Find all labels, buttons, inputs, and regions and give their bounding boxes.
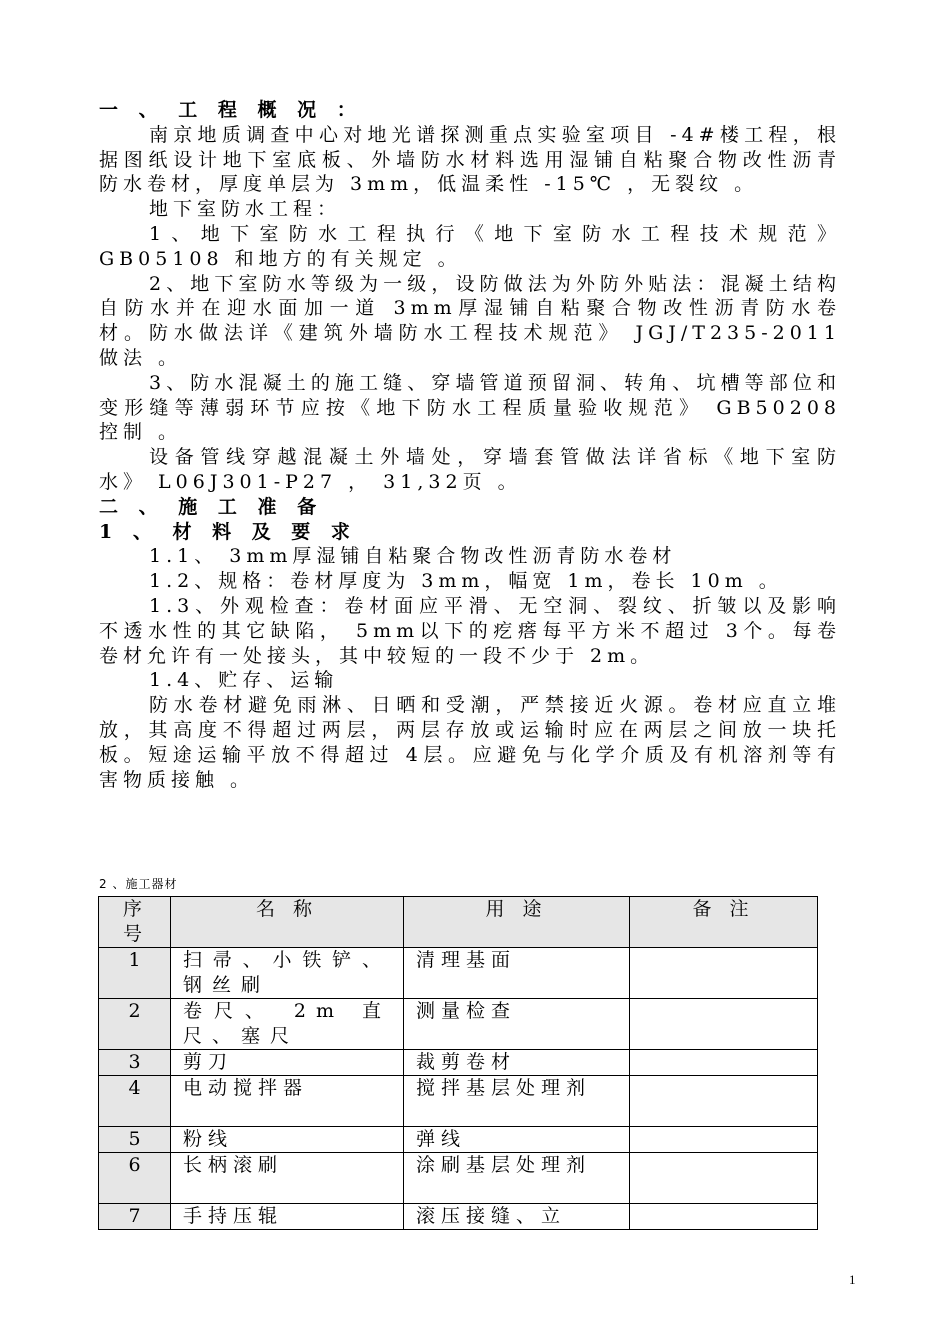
header-use: 用 途	[404, 897, 630, 948]
table-row	[99, 1153, 818, 1204]
row-number: 6	[99, 1153, 171, 1204]
material-item-1-2: 1.2、规格：卷材厚度为 3mm，幅宽 1m，卷长 10m 。	[149, 570, 783, 593]
header-note: 备 注	[630, 897, 818, 948]
basement-rule-1: 1、地下室防水工程执行《地下室防水工程技术规范》 GB05108 和地方的有关规定 。	[99, 222, 841, 270]
material-item-1-1: 1.1、 3mm厚湿铺自粘聚合物改性沥青防水卷材	[149, 545, 677, 568]
material-item-1-4: 1.4、贮存、运输	[149, 669, 339, 692]
row-use: 裁剪卷材	[404, 1050, 630, 1076]
material-item-1-3: 1.3、外观检查：卷材面应平滑、无空洞、裂纹、折皱以及影响不透水性的其它缺陷， 5mm以下的疙瘩每平方米不超过 3个。每卷卷材允许有一处接头，其中较短的一段不少于 2m。	[99, 594, 841, 667]
row-name: 剪刀	[171, 1050, 404, 1076]
row-number: 5	[99, 1127, 171, 1153]
row-number: 4	[99, 1076, 171, 1127]
row-note	[630, 1127, 818, 1153]
header-name: 名 称	[171, 897, 404, 948]
pipe-penetration-note: 设备管线穿越混凝土外墙处，穿墙套管做法详省标《地下室防水》 L06J301-P27 ， 31,32页 。	[99, 446, 841, 493]
row-note	[630, 1204, 818, 1230]
table-row	[99, 999, 818, 1050]
section-heading-overview: 一 、 工 程 概 况 ：	[99, 99, 363, 121]
row-note	[630, 999, 818, 1050]
row-note	[630, 1050, 818, 1076]
row-note	[630, 1153, 818, 1204]
page-number: 1	[849, 1272, 856, 1287]
row-use: 滚压接缝、立	[404, 1204, 630, 1230]
row-name: 手持压辊	[171, 1204, 404, 1230]
row-name: 扫帚、小铁铲、钢丝刷	[171, 948, 404, 999]
row-name: 长柄滚刷	[171, 1153, 404, 1204]
row-number: 3	[99, 1050, 171, 1076]
header-number: 序号	[99, 897, 171, 948]
document-body	[99, 98, 841, 792]
table-header-row	[99, 897, 818, 948]
row-use: 弹线	[404, 1127, 630, 1153]
row-name: 电动搅拌器	[171, 1076, 404, 1127]
storage-transport-paragraph: 防水卷材避免雨淋、日晒和受潮，严禁接近火源。卷材应直立堆放，其高度不得超过两层，两层存放或运输时应在两层之间放一块托板。短途运输平放不得超过 4层。应避免与化学介质及有机溶剂等有害物质接触 。	[99, 694, 841, 791]
subheading-materials: 1 、 材 料 及 要 求	[99, 520, 357, 543]
row-note	[630, 1076, 818, 1127]
row-use: 搅拌基层处理剂	[404, 1076, 630, 1127]
table-row	[99, 948, 818, 999]
row-use: 清理基面	[404, 948, 630, 999]
table-row	[99, 1076, 818, 1127]
table-row	[99, 1050, 818, 1076]
basement-waterproof-title: 地下室防水工程：	[149, 198, 342, 221]
overview-paragraph: 南京地质调查中心对地光谱探测重点实验室项目 -4#楼工程，根据图纸设计地下室底板、外墙防水材料选用湿铺自粘聚合物改性沥青防水卷材，厚度单层为 3mm，低温柔性 -15℃ ，无裂纹 。	[99, 123, 841, 196]
equipment-table	[98, 896, 818, 1230]
table-row	[99, 1204, 818, 1230]
section-heading-preparation: 二 、 施 工 准 备	[99, 495, 324, 518]
row-number: 2	[99, 999, 171, 1050]
row-note	[630, 948, 818, 999]
basement-rule-2: 2、地下室防水等级为一级，设防做法为外防外贴法：混凝土结构自防水并在迎水面加一道 3mm厚湿铺自粘聚合物改性沥青防水卷材。防水做法详《建筑外墙防水工程技术规范》 JGJ/T235-2011 做法 。	[99, 272, 841, 369]
table-row	[99, 1127, 818, 1153]
row-number: 1	[99, 948, 171, 999]
basement-rule-3: 3、防水混凝土的施工缝、穿墙管道预留洞、转角、坑槽等部位和变形缝等薄弱环节应按《地下防水工程质量验收规范》 GB50208 控制 。	[99, 371, 841, 444]
row-use: 涂刷基层处理剂	[404, 1153, 630, 1204]
equipment-label: 2 、施工器材	[99, 877, 178, 891]
row-name: 粉线	[171, 1127, 404, 1153]
row-use: 测量检查	[404, 999, 630, 1050]
row-number: 7	[99, 1204, 171, 1230]
row-name: 卷尺、 2m 直尺、塞尺	[171, 999, 404, 1050]
